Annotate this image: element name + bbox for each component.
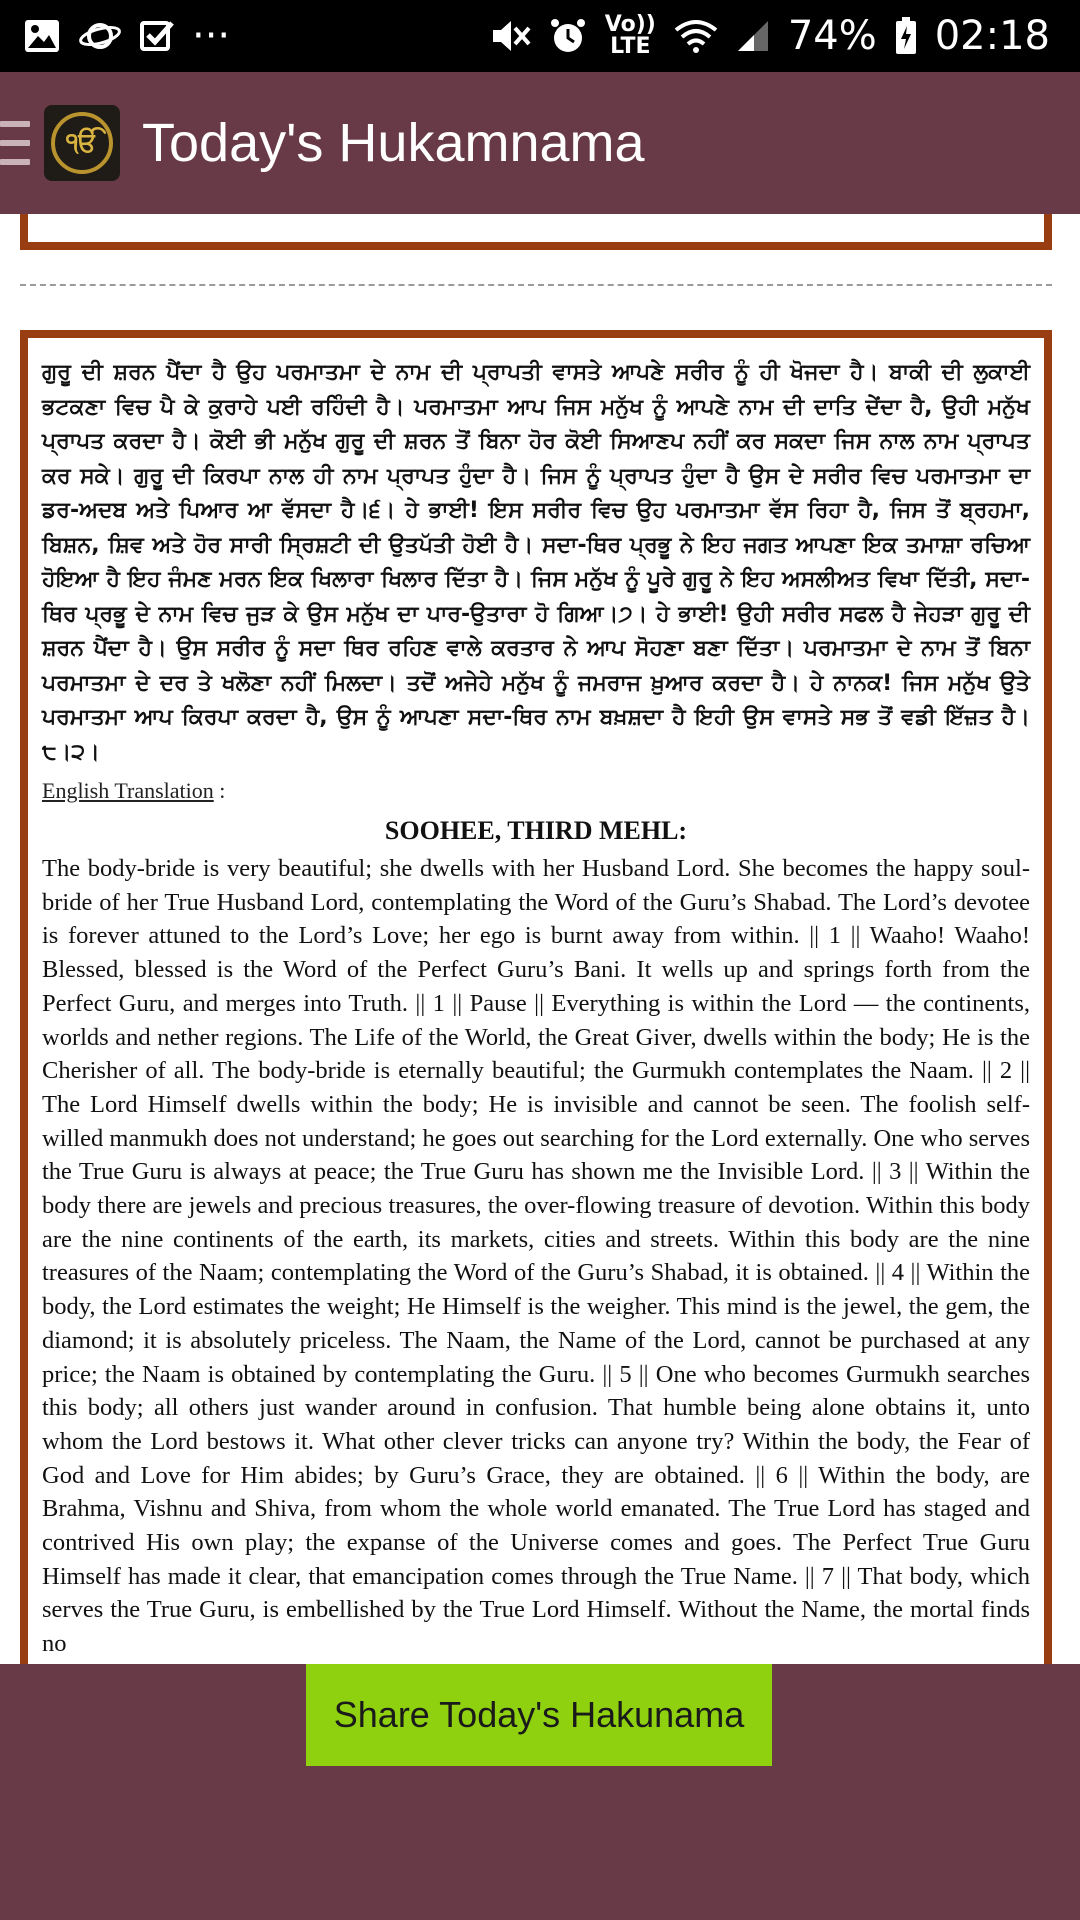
volte-indicator — [605, 14, 656, 58]
hukamnama-content[interactable] — [0, 214, 1080, 1664]
status-bar — [0, 0, 1080, 72]
status-left — [24, 13, 230, 59]
signal-icon — [736, 19, 770, 53]
battery-icon — [895, 17, 917, 55]
alarm-icon — [549, 17, 587, 55]
logo-glyph: ੴ — [66, 127, 98, 158]
hamburger-menu-icon[interactable] — [0, 121, 30, 165]
lte-label: LTE — [610, 34, 651, 59]
hukamnama-card — [20, 330, 1052, 1664]
dashed-divider — [20, 284, 1052, 286]
checkbox-icon — [140, 19, 174, 53]
shabad-heading: SOOHEE, THIRD MEHL: — [384, 816, 688, 845]
english-translation-label: English Translation — [42, 778, 214, 803]
ik-onkar-logo-icon — [51, 112, 113, 174]
wifi-icon — [674, 18, 718, 54]
app-bar — [0, 72, 1080, 214]
clock: 02:18 — [934, 13, 1050, 59]
english-translation-colon: : — [213, 778, 226, 803]
image-icon — [24, 19, 60, 53]
saturn-icon — [78, 19, 122, 53]
volte-label: Vo)) — [604, 12, 656, 37]
mute-icon — [491, 18, 531, 54]
share-button[interactable]: Share Today's Hakunama — [306, 1664, 772, 1766]
more-dots-icon: ··· — [192, 13, 231, 59]
bottom-bar — [0, 1664, 1080, 1920]
app-logo — [44, 105, 120, 181]
page-title: Today's Hukamnama — [142, 113, 645, 173]
gurmukhi-explanation: ਗੁਰੂ ਦੀ ਸ਼ਰਨ ਪੈਂਦਾ ਹੈ ਉਹ ਪਰਮਾਤਮਾ ਦੇ ਨਾਮ ਦੀ ਪ੍ਰਾਪਤੀ ਵਾਸਤੇ ਆਪਣੇ ਸਰੀਰ ਨੂੰ ਹੀ ਖੋਜਦਾ ਹੈ। ਬਾਕੀ ਦੀ ਲੁਕਾਈ ਭਟਕਣਾ ਵਿਚ ਪੈ ਕੇ ਕੁਰਾਹੇ ਪਈ ਰਹਿੰਦੀ ਹੈ। ਪਰਮਾਤਮਾ ਆਪ ਜਿਸ ਮਨੁੱਖ ਨੂੰ ਆਪਣੇ ਨਾਮ ਦੀ ਦਾਤਿ ਦੇਂਦਾ ਹੈ, ਉਹੀ ਮਨੁੱਖ ਪ੍ਰਾਪਤ ਕਰਦਾ ਹੈ। ਕੋਈ ਭੀ ਮਨੁੱਖ ਗੁਰੂ ਦੀ ਸ਼ਰਨ ਤੋਂ ਬਿਨਾ ਹੋਰ ਕੋਈ ਸਿਆਣਪ ਨਹੀਂ ਕਰ ਸਕਦਾ ਜਿਸ ਨਾਲ ਨਾਮ ਪ੍ਰਾਪਤ ਕਰ ਸਕੇ। ਗੁਰੂ ਦੀ ਕਿਰਪਾ ਨਾਲ ਹੀ ਨਾਮ ਪ੍ਰਾਪਤ ਹੁੰਦਾ ਹੈ। ਜਿਸ ਨੂੰ ਪ੍ਰਾਪਤ ਹੁੰਦਾ ਹੈ ਉਸ ਦੇ ਸਰੀਰ ਵਿਚ ਪਰਮਾਤਮਾ ਦਾ ਡਰ-ਅਦਬ ਅਤੇ ਪਿਆਰ ਆ ਵੱਸਦਾ ਹੈ।੬। ਹੇ ਭਾਈ! ਇਸ ਸਰੀਰ ਵਿਚ ਉਹ ਪਰਮਾਤਮਾ ਵੱਸ ਰਿਹਾ ਹੈ, ਜਿਸ ਤੋਂ ਬ੍ਰਹਮਾ, ਬਿਸ਼ਨ, ਸ਼ਿਵ ਅਤੇ ਹੋਰ ਸਾਰੀ ਸ੍ਰਿਸ਼ਟੀ ਦੀ ਉਤਪੱਤੀ ਹੋਈ ਹੈ। ਸਦਾ-ਥਿਰ ਪ੍ਰਭੂ ਨੇ ਇਹ ਜਗਤ ਆਪਣਾ ਇਕ ਤਮਾਸ਼ਾ ਰਚਿਆ ਹੋਇਆ ਹੈ ਇਹ ਜੰਮਣ ਮਰਨ ਇਕ ਖਿਲਾਰਾ ਖਿਲਾਰ ਦਿੱਤਾ ਹੈ। ਜਿਸ ਮਨੁੱਖ ਨੂੰ ਪੂਰੇ ਗੁਰੂ ਨੇ ਇਹ ਅਸਲੀਅਤ ਵਿਖਾ ਦਿੱਤੀ, ਸਦਾ-ਥਿਰ ਪ੍ਰਭੂ ਦੇ ਨਾਮ ਵਿਚ ਜੁੜ ਕੇ ਉਸ ਮਨੁੱਖ ਦਾ ਪਾਰ-ਉਤਾਰਾ ਹੋ ਗਿਆ।੭। ਹੇ ਭਾਈ! ਉਹੀ ਸਰੀਰ ਸਫਲ ਹੈ ਜੇਹੜਾ ਗੁਰੂ ਦੀ ਸ਼ਰਨ ਪੈਂਦਾ ਹੈ। ਉਸ ਸਰੀਰ ਨੂੰ ਸਦਾ ਥਿਰ ਰਹਿਣ ਵਾਲੇ ਕਰਤਾਰ ਨੇ ਆਪ ਸੋਹਣਾ ਬਣਾ ਦਿੱਤਾ। ਪਰਮਾਤਮਾ ਦੇ ਨਾਮ ਤੋਂ ਬਿਨਾ ਪਰਮਾਤਮਾ ਦੇ ਦਰ ਤੇ ਖਲੋਣਾ ਨਹੀਂ ਮਿਲਦਾ। ਤਦੋਂ ਅਜੇਹੇ ਮਨੁੱਖ ਨੂੰ ਜਮਰਾਜ ਖ਼ੁਆਰ ਕਰਦਾ ਹੈ। ਹੇ ਨਾਨਕ! ਜਿਸ ਮਨੁੱਖ ਉਤੇ ਪਰਮਾਤਮਾ ਆਪ ਕਿਰਪਾ ਕਰਦਾ ਹੈ, ਉਸ ਨੂੰ ਆਪਣਾ ਸਦਾ-ਥਿਰ ਨਾਮ ਬਖ਼ਸ਼ਦਾ ਹੈ ਇਹੀ ਉਸ ਵਾਸਤੇ ਸਭ ਤੋਂ ਵਡੀ ਇੱਜ਼ਤ ਹੈ।੮।੨। — [42, 360, 1030, 765]
previous-card — [20, 214, 1052, 250]
status-right — [491, 13, 1050, 59]
english-translation-label-row — [42, 770, 1030, 804]
battery-percent: 74% — [787, 13, 877, 59]
english-translation-text: The body-bride is very beautiful; she dwells with her Husband Lord. She becomes the happy soul-bride of her True Husband Lord, contemplating the Word of the Guru’s Shabad. The Lord’s devotee is forever attuned to the Lord’s Love; her ego is burnt away from within. || 1 || Waaho! Waaho! Blessed, blessed is the Word of the Perfect Guru’s Bani. It wells up and springs forth from the Perfect Guru, and merges into Truth. || 1 || Pause || Everything is within the Lord — the continents, worlds and nether regions. The Life of the World, the Great Giver, dwells within the body; He is the Cherisher of all. The body-bride is eternally beautiful; the Gurmukh contemplates the Naam. || 2 || The Lord Himself dwells within the body; He is invisible and cannot be seen. The foolish self-willed manmukh does not understand; he goes out searching for the Lord externally. One who serves the True Guru is always at peace; the True Guru has shown me the Invisible Lord. || 3 || Within the body there are jewels and precious treasures, the over-flowing treasure of devotion. Within this body are the nine continents of the earth, its markets, cities and streets. Within this body are the nine treasures of the Naam; contemplating the Word of the Guru’s Shabad, it is obtained. || 4 || Within the body, the Lord estimates the weight; He Himself is the weigher. This mind is the jewel, the gem, the diamond; it is absolutely priceless. The Naam, the Name of the Lord, cannot be purchased at any price; the Naam is obtained by contemplating the Guru. || 5 || One who becomes Gurmukh searches this body; all others just wander around in confusion. That humble being alone obtains it, unto whom the Lord bestows it. What other clever tricks can anyone try? Within the body, the Fear of God and Love for Him abides; by Guru’s Grace, they are obtained. || 6 || Within the body, are Brahma, Vishnu and Shiva, from whom the whole world emanated. The True Lord has staged and contrived His own play; the expanse of the Universe comes and goes. The Perfect True Guru Himself has made it clear, that emancipation comes through the True Name. || 7 || That body, which serves the True Guru, is embellished by the True Lord Himself. Without the Name, the mortal finds no — [42, 855, 1030, 1658]
